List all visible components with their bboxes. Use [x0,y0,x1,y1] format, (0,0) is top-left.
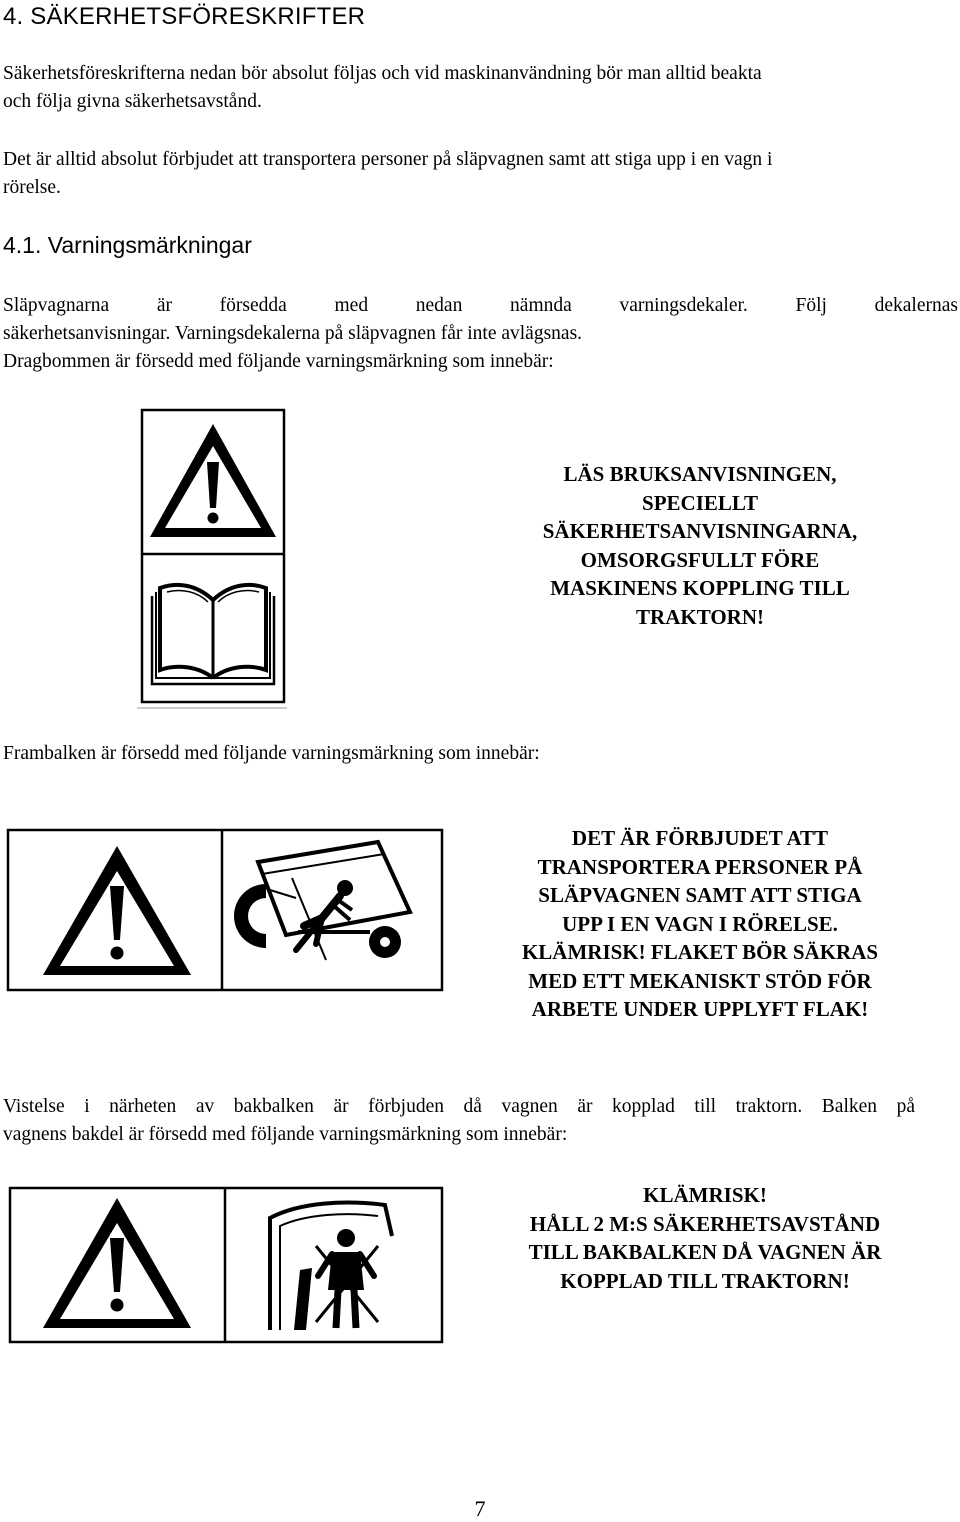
text-line: säkerhetsanvisningar. Varningsdekalerna på släpvagnen får inte avlägsnas. [3,323,583,344]
rear-beam-warning-text [490,1181,920,1295]
warning-line: UPP I EN VAGN I RÖRELSE. [562,911,838,936]
warning-line: MASKINENS KOPPLING TILL [550,576,850,600]
warning-line: SLÄPVAGNEN SAMT ATT STIGA [538,883,862,907]
warning-line: DET ÄR FÖRBJUDET ATT [571,826,829,850]
warning-line: TILL BAKBALKEN DÅ VAGNEN ÄR [528,1240,882,1264]
subsection-heading: 4.1. Varningsmärkningar [3,232,252,258]
text-line: Säkerhetsföreskrifterna nedan bör absolut följas och vid maskinanvändning bör man alltid beakta [3,63,762,84]
warning-line: KLÄMRISK! FLAKET BÖR SÄKRAS [521,940,879,964]
text-line: Släpvagnarna är försedda med nedan nämnda varningsdekaler. Följ dekalernas [3,295,958,316]
section-heading: 4. SÄKERHETSFÖRESKRIFTER [3,3,366,30]
warning-line: TRAKTORN! [636,604,764,629]
warning-line: MED ETT MEKANISKT STÖD FÖR [528,968,872,993]
warning-line: SÄKERHETSANVISNINGARNA, [542,519,858,543]
warning-line: KLÄMRISK! [643,1183,767,1207]
front-beam-paragraph: Frambalken är försedd med följande varningsmärkning som innebär: [3,743,540,764]
warning-line: OMSORGSFULLT FÖRE [580,547,820,572]
text-line: Det är alltid absolut förbjudet att transportera personer på släpvagnen samt att stiga upp i en vagn i [3,149,773,170]
warning-line: KOPPLAD TILL TRAKTORN! [560,1268,850,1293]
warning-line: HÅLL 2 M:S SÄKERHETSAVSTÅND [529,1211,881,1236]
text-line: Dragbommen är försedd med följande varningsmärkning som innebär: [3,351,554,372]
warning-line: ARBETE UNDER UPPLYFT FLAK! [531,997,869,1021]
text-line: Vistelse i närheten av bakbalken är förbjuden då vagnen är kopplad till traktorn. Balken på [3,1096,915,1117]
page-number: 7 [474,1496,486,1521]
text-line: och följa givna säkerhetsavstånd. [3,91,262,112]
text-line: vagnens bakdel är försedd med följande varningsmärkning som innebär: [3,1124,568,1145]
warning-line: TRANSPORTERA PERSONER PÅ [537,854,863,879]
warning-line: SPECIELLT [642,490,758,515]
text-line: rörelse. [3,177,61,198]
warning-line: LÄS BRUKSANVISNINGEN, [563,462,837,486]
